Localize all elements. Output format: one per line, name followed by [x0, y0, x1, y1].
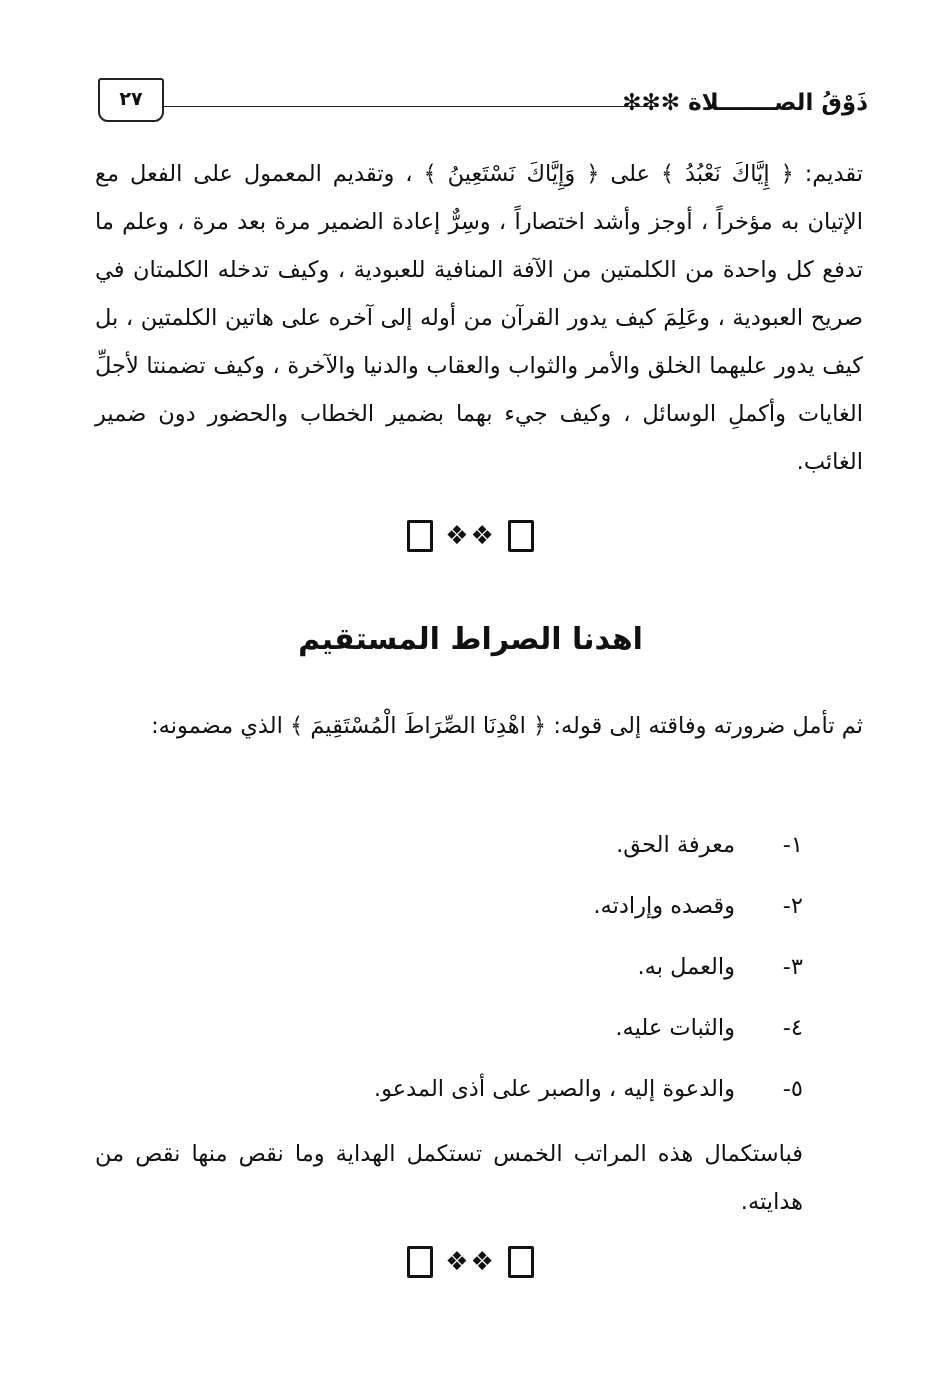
divider-box-icon: [407, 520, 433, 552]
running-title: ذَوْقُ الصـــــــلاة ✻✻✻: [622, 90, 868, 116]
divider-box-icon: [407, 1246, 433, 1278]
page-number: ٢٧: [98, 78, 164, 122]
list-text: والدعوة إليه ، والصبر على أذى المدعو.: [373, 1076, 735, 1102]
list-number: ١-: [782, 832, 803, 858]
paragraph-reflection: ثم تأمل ضرورته وفاقته إلى قوله: ﴿ اهْدِنَا الصِّرَاطَ الْمُسْتَقِيمَ ﴾ الذي مضمونه:: [151, 713, 863, 739]
section-heading: اهدنا الصراط المستقيم: [298, 622, 643, 657]
list-item: [303, 884, 803, 945]
list-text: معرفة الحق.: [616, 832, 735, 858]
list-number: ٣-: [782, 954, 803, 980]
list-item: [303, 1067, 803, 1128]
list-number: ٤-: [782, 1015, 803, 1041]
list-text: والعمل به.: [637, 954, 735, 980]
divider-box-icon: [508, 520, 534, 552]
divider-diamond-icon: ❖❖: [445, 521, 496, 551]
list-text: والثبات عليه.: [615, 1015, 735, 1041]
list-item: [303, 1006, 803, 1067]
list-item: [303, 823, 803, 884]
ranks-list: [303, 823, 803, 1128]
section-divider: [0, 518, 941, 552]
paragraph-conclusion: فباستكمال هذه المراتب الخمس تستكمل الهداية وما نقص منها نقص من هدايته.: [95, 1141, 803, 1215]
paragraph-intro: تقديم: ﴿ إِيَّاكَ نَعْبُدُ ﴾ على ﴿ وَإِيَّاكَ نَسْتَعِينُ ﴾ ، وتقديم المعمول على الفعل مع الإتيان به مؤخراً ، أوجز وأشد اختصاراً ، وسِرٌّ إعادة الضمير مرة بعد مرة ، وعلم ما تدفع كل واحدة من الكلمتين من الآفة المنافية للعبودية ، وكيف تدخله الكلمتان في صريح العبودية ، وعَلِمَ كيف يدور القرآن من أوله إلى آخره على هاتين الكلمتين ، بل كيف يدور عليهما الخلق والأمر والثواب والعقاب والدنيا والآخرة ، وكيف تضمنتا لأجلِّ الغايات وأكملِ الوسائل ، وكيف جيء بهما بضمير الخطاب والحضور دون ضمير الغائب.: [95, 161, 863, 475]
list-item: [303, 945, 803, 1006]
list-number: ٢-: [782, 893, 803, 919]
page-header: [98, 78, 868, 128]
section-divider-end: [0, 1244, 941, 1278]
divider-diamond-icon: ❖❖: [445, 1247, 496, 1277]
list-number: ٥-: [782, 1076, 803, 1102]
list-text: وقصده وإرادته.: [593, 893, 735, 919]
header-rule: [163, 106, 658, 107]
divider-box-icon: [508, 1246, 534, 1278]
